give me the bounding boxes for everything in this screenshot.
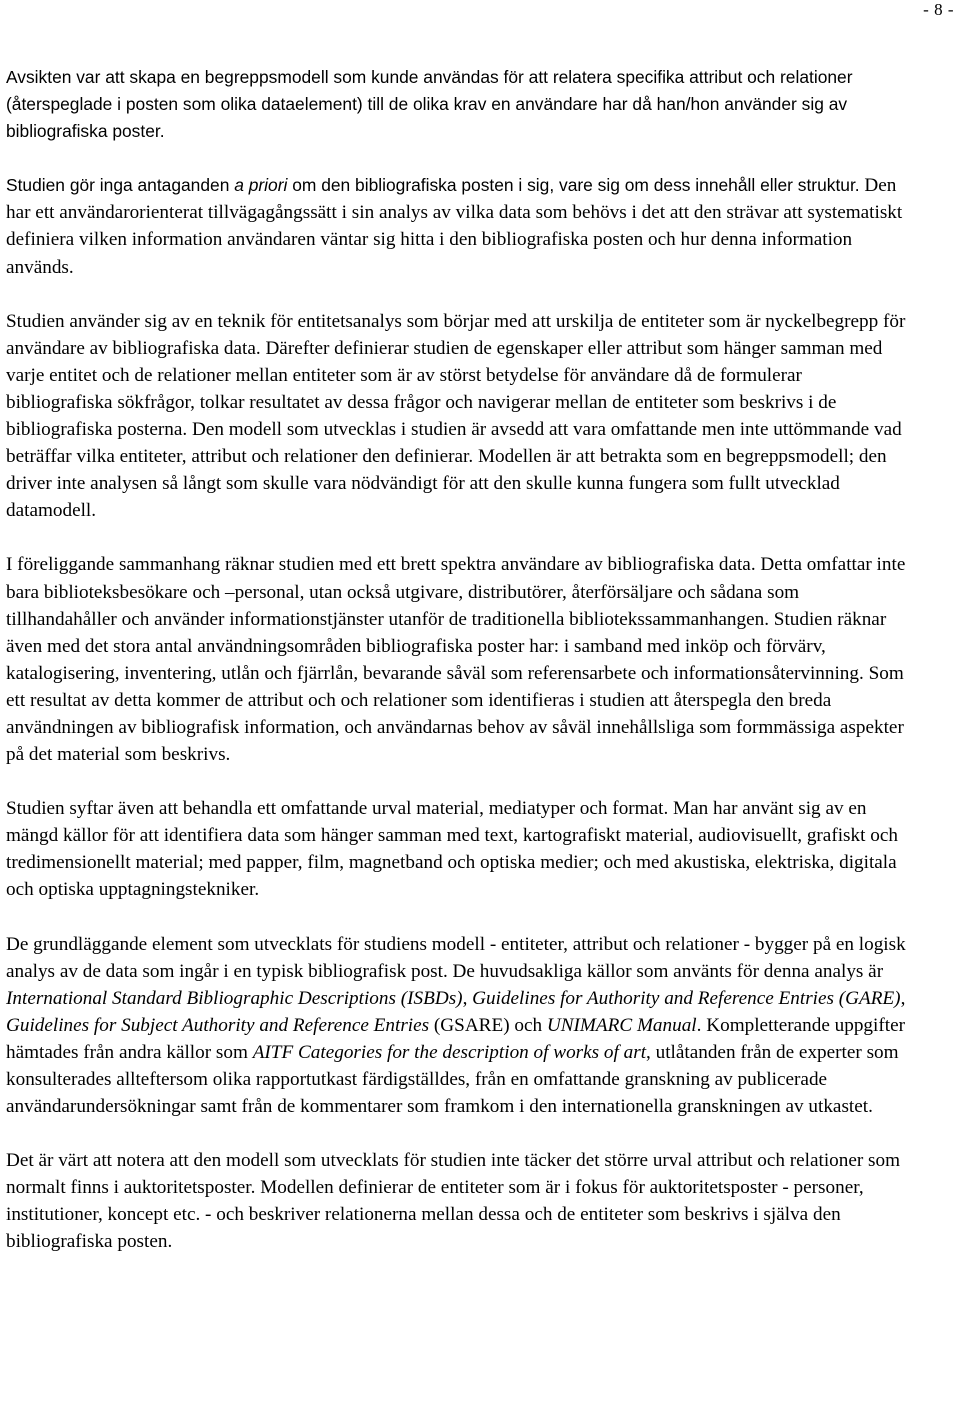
- text-run: Det är värt att notera att den modell som utvecklats för studien inte täcker det större urval attribut och relationer som normalt finns i auktoritetsposter. Modellen definierar de entiteter som är i fokus för auktoritetsposter - personer, institutioner, koncept etc. - och beskriver relationerna mellan dessa och de entiteter som beskrivs i själva den bibliografiska posten.: [6, 1150, 901, 1253]
- text-run: (GSARE) och: [429, 1014, 547, 1036]
- text-run: . Kompletterande uppgifter hämtades från andra källor som: [6, 1014, 905, 1063]
- paragraph: [6, 1147, 906, 1255]
- paragraph: [6, 172, 906, 280]
- italic-text-run: Guidelines for Subject Authority and Reference Entries: [6, 1014, 430, 1036]
- text-run: Den har ett användarorienterat tillvägagångssätt i sin analys av vilka data som behövs i det att den strävar att systematiskt definiera vilken information användaren väntar sig hitta i den bibliografiska posten och hur denna information används.: [6, 175, 903, 278]
- paragraph: [6, 308, 906, 525]
- italic-text-run: a priori: [234, 175, 288, 196]
- text-run: Avsikten var att skapa en begreppsmodell som kunde användas för att relatera specifika attribut och relationer (återspeglade i posten som olika dataelement) till de olika krav en användare har då han/hon använder sig av bibliografiska poster.: [6, 67, 853, 142]
- paragraph: [6, 64, 906, 145]
- text-run: Studien gör inga antaganden: [6, 175, 235, 196]
- italic-text-run: International Standard Bibliographic Descriptions (ISBDs): [6, 987, 463, 1009]
- text-run: ,: [900, 987, 906, 1009]
- text-run: om den bibliografiska posten i sig, vare sig om dess innehåll eller struktur.: [287, 175, 860, 196]
- paragraph: [6, 551, 906, 768]
- text-run: I föreliggande sammanhang räknar studien med ett brett spektra användare av bibliografiska data. Detta omfattar inte bara biblioteksbesökare och –personal, utan också utgivare, distributörer, återförsäljare och sådana som tillhandahåller och använder informationstjänster utanför de traditionella bibliotekssammanhangen. Studien räknar även med det stora antal användningsområden bibliografiska poster har: i samband med inköp och förvärv, katalogisering, inventering, utlån och fjärrlån, bevarande såväl som referensarbete och informationsåtervinning. Som ett resultat av detta kommer de attribut och och relationer som identifieras i studien att återspegla den breda användningen av bibliografisk information, och användarnas behov av såväl innehållsliga som formmässiga aspekter på det material som beskrivs.: [6, 554, 906, 766]
- italic-text-run: UNIMARC Manual: [546, 1014, 697, 1036]
- document-body: [6, 64, 906, 1283]
- italic-text-run: AITF Categories for the description of works of art: [252, 1041, 647, 1063]
- text-run: ,: [462, 987, 473, 1009]
- text-run: De grundläggande element som utvecklats för studiens modell - entiteter, attribut och relationer - bygger på en logisk analys av de data som ingår i en typisk bibliografisk post. De huvudsakliga källor som använts för denna analys är: [6, 933, 906, 982]
- paragraph: [6, 931, 906, 1121]
- page-number: - 8 -: [923, 0, 954, 19]
- italic-text-run: Guidelines for Authority and Reference Entries (GARE): [472, 987, 901, 1009]
- paragraph: [6, 795, 906, 903]
- text-run: Studien syftar även att behandla ett omfattande urval material, mediatyper och format. Man har använt sig av en mängd källor för att identifiera data som hänger samman med text, kartografiskt material, audiovisuellt, grafiskt och tredimensionellt material; med papper, film, magnetband och optiska medier; och med akustiska, elektriska, digitala och optiska upptagningstekniker.: [6, 798, 898, 901]
- text-run: , utlåtanden från de experter som konsulterades allteftersom olika rapportutkast färdigställdes, från en omfattande granskning av publicerade användarundersökningar samt från de kommentarer som framkom i den internationella granskningen av utkastet.: [6, 1041, 899, 1118]
- text-run: Studien använder sig av en teknik för entitetsanalys som börjar med att urskilja de entiteter som är nyckelbegrepp för användare av bibliografiska data. Därefter definierar studien de egenskaper eller attribut som hänger samman med varje entitet och de relationer mellan entiteter som är av störst betydelse för användare då de formulerar bibliografiska sökfrågor, tolkar resultatet av dessa frågor och navigerar mellan de entiteter som beskrivs i de bibliografiska posterna. Den modell som utvecklas i studien är avsedd att vara omfattande men inte uttömmande vad beträffar vilka entiteter, attribut och relationer den definierar. Modellen är att betrakta som en begreppsmodell; den driver inte analysen så långt som skulle vara nödvändigt för att den skulle kunna fungera som fullt utvecklad datamodell.: [6, 310, 906, 522]
